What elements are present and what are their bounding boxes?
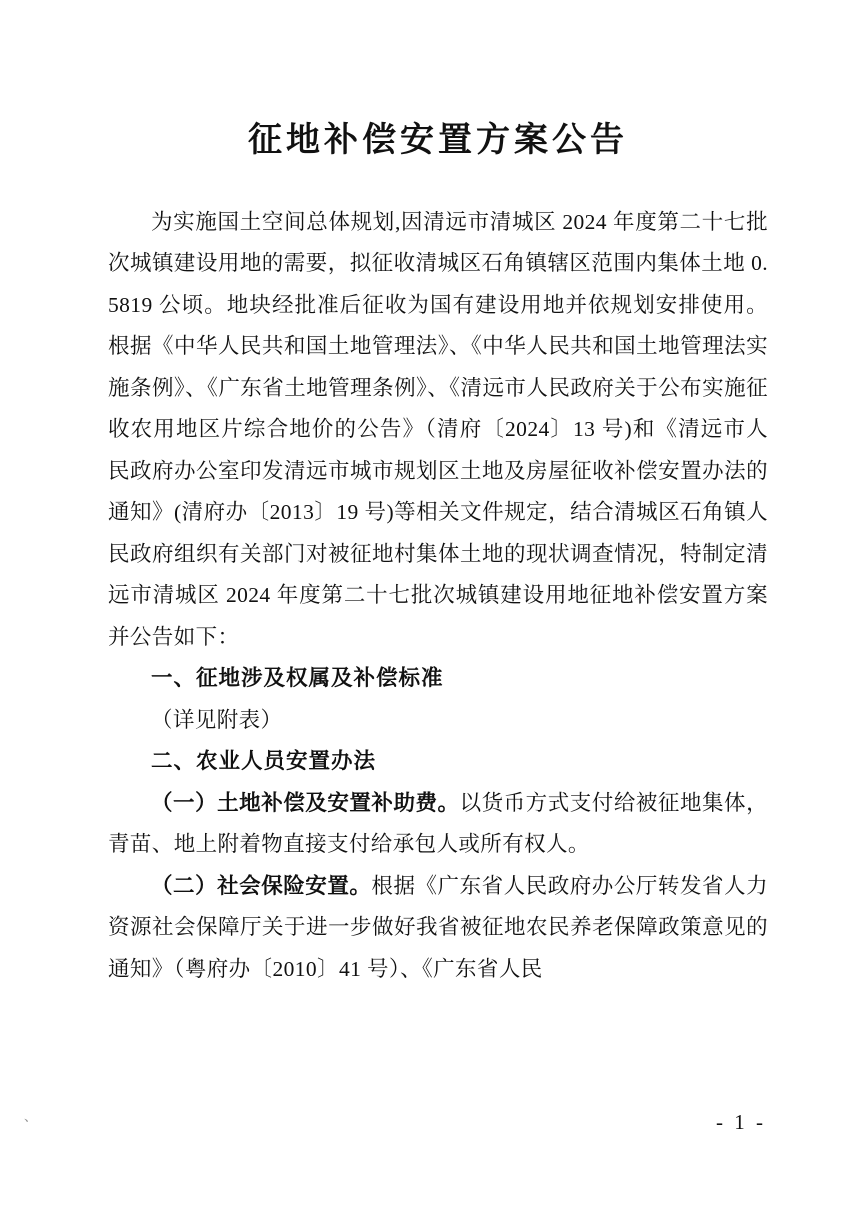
item-one	[108, 783, 768, 866]
section-one-note: （详见附表）	[151, 707, 283, 732]
page-number: - 1 -	[716, 1110, 766, 1134]
item-two-lead: （二）社会保险安置。	[151, 873, 372, 898]
item-two-text: 根据《广东省人民政府办公厅转发省人力资源社会保障厅关于进一步做好我省被征地农民养老保障政策意见的通知》（粤府办〔2010〕41 号）、《广东省人民	[108, 873, 768, 981]
page-footer	[0, 1105, 850, 1135]
item-two	[108, 866, 768, 991]
item-one-lead: （一）土地补偿及安置补助费。	[151, 790, 460, 815]
item-one-text: 以货币方式支付给被征地集体，青苗、地上附着物直接支付给承包人或所有权人。	[108, 790, 768, 857]
intro-paragraph: 为实施国土空间总体规划,因清远市清城区 2024 年度第二十七批次城镇建设用地的需要，拟征收清城区石角镇辖区范围内集体土地 0.5819 公顷。地块经批准后征收为国有建设用地并依规划安排使用。根据《中华人民共和国土地管理法》、《中华人民共和国土地管理法实施条例》、《广东省土地管理条例》、《清远市人民政府关于公布实施征收农用地区片综合地价的公告》（清府〔2024〕13 号)和《清远市人民政府办公室印发清远市城市规划区土地及房屋征收补偿安置办法的通知》(清府办〔2013〕19 号)等相关文件规定，结合清城区石角镇人民政府组织有关部门对被征地村集体土地的现状调查情况，特制定清远市清城区 2024 年度第二十七批次城镇建设用地征地补偿安置方案并公告如下：	[108, 209, 768, 649]
section-heading-one: 一、征地涉及权属及补偿标准	[151, 666, 444, 691]
section-heading-two: 二、农业人员安置办法	[151, 749, 377, 774]
edge-mark: 、	[24, 1109, 38, 1124]
page-title: 征地补偿安置方案公告	[248, 122, 628, 159]
document-body	[108, 118, 768, 990]
